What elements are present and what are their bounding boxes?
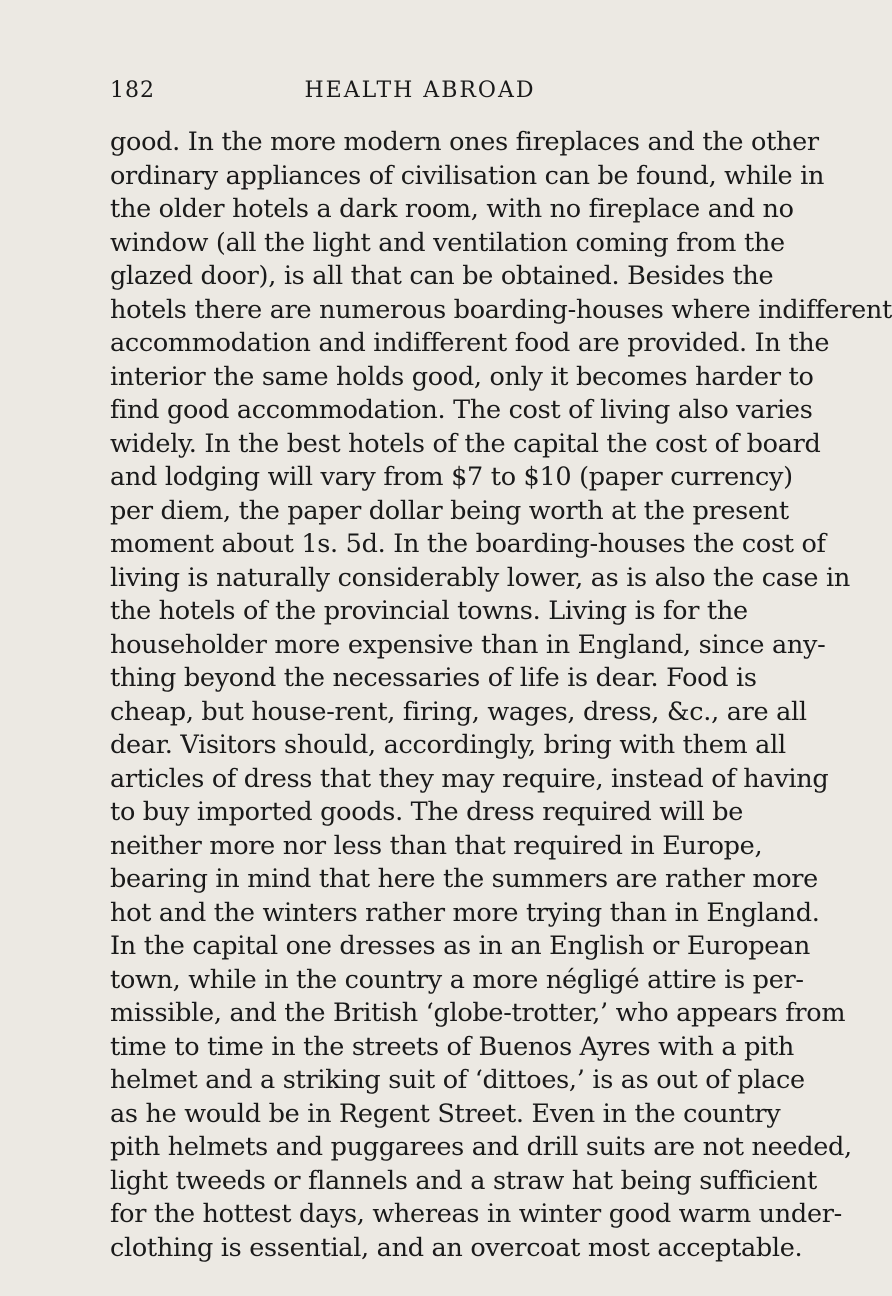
text-line: the older hotels a dark room, with no fireplace and no (110, 194, 794, 224)
text-line: thing beyond the necessaries of life is dear. Food is (110, 663, 757, 693)
text-line: as he would be in Regent Street. Even in the country (110, 1098, 781, 1129)
text-line: clothing is essential, and an overcoat most acceptable. (110, 1232, 803, 1263)
running-head: HEALTH ABROAD (304, 78, 536, 103)
text-line: moment about 1s. 5d. In the boarding-houses the cost of (110, 529, 826, 559)
text-line: householder more expensive than in England, since any- (110, 629, 826, 660)
text-line: In the capital one dresses as in an English or European (110, 931, 811, 961)
text-line: window (all the light and ventilation coming from the (110, 227, 785, 258)
body-paragraph (110, 126, 892, 1265)
page-number: 182 (110, 78, 155, 103)
text-line: interior the same holds good, only it becomes harder to (110, 361, 814, 392)
text-line: the hotels of the provincial towns. Living is for the (110, 596, 748, 626)
text-line: glazed door), is all that can be obtained. Besides the (110, 261, 774, 291)
text-line: missible, and the British ‘globe-trotter,’ who appears from (110, 998, 846, 1028)
text-line: for the hottest days, whereas in winter good warm under- (110, 1199, 842, 1229)
text-line: pith helmets and puggarees and drill suits are not needed, (110, 1132, 852, 1162)
text-line: neither more nor less than that required in Europe, (110, 830, 763, 861)
text-line: helmet and a striking suit of ‘dittoes,’ is as out of place (110, 1065, 805, 1095)
text-line: good. In the more modern ones fireplaces and the other (110, 127, 819, 157)
text-line: articles of dress that they may require, instead of having (110, 763, 829, 794)
text-line: hotels there are numerous boarding-houses where indifferent (110, 294, 892, 325)
text-line: find good accommodation. The cost of living also varies (110, 395, 813, 425)
text-line: widely. In the best hotels of the capital the cost of board (110, 428, 821, 459)
text-line: cheap, but house-rent, firing, wages, dress, &c., are all (110, 696, 807, 727)
text-line: bearing in mind that here the summers are rather more (110, 864, 818, 894)
text-line: to buy imported goods. The dress required will be (110, 797, 744, 827)
text-line: and lodging will vary from $7 to $10 (paper currency) (110, 462, 793, 492)
text-line: town, while in the country a more négligé attire is per- (110, 964, 804, 995)
page-header (110, 78, 730, 110)
text-line: light tweeds or flannels and a straw hat being sufficient (110, 1165, 817, 1196)
text-line: per diem, the paper dollar being worth at the present (110, 495, 789, 526)
text-line: living is naturally considerably lower, as is also the case in (110, 562, 850, 593)
text-line: time to time in the streets of Buenos Ayres with a pith (110, 1031, 795, 1062)
text-line: dear. Visitors should, accordingly, bring with them all (110, 730, 786, 760)
text-line: ordinary appliances of civilisation can be found, while in (110, 160, 825, 191)
text-line: hot and the winters rather more trying than in England. (110, 897, 820, 928)
text-line: accommodation and indifferent food are provided. In the (110, 328, 830, 358)
